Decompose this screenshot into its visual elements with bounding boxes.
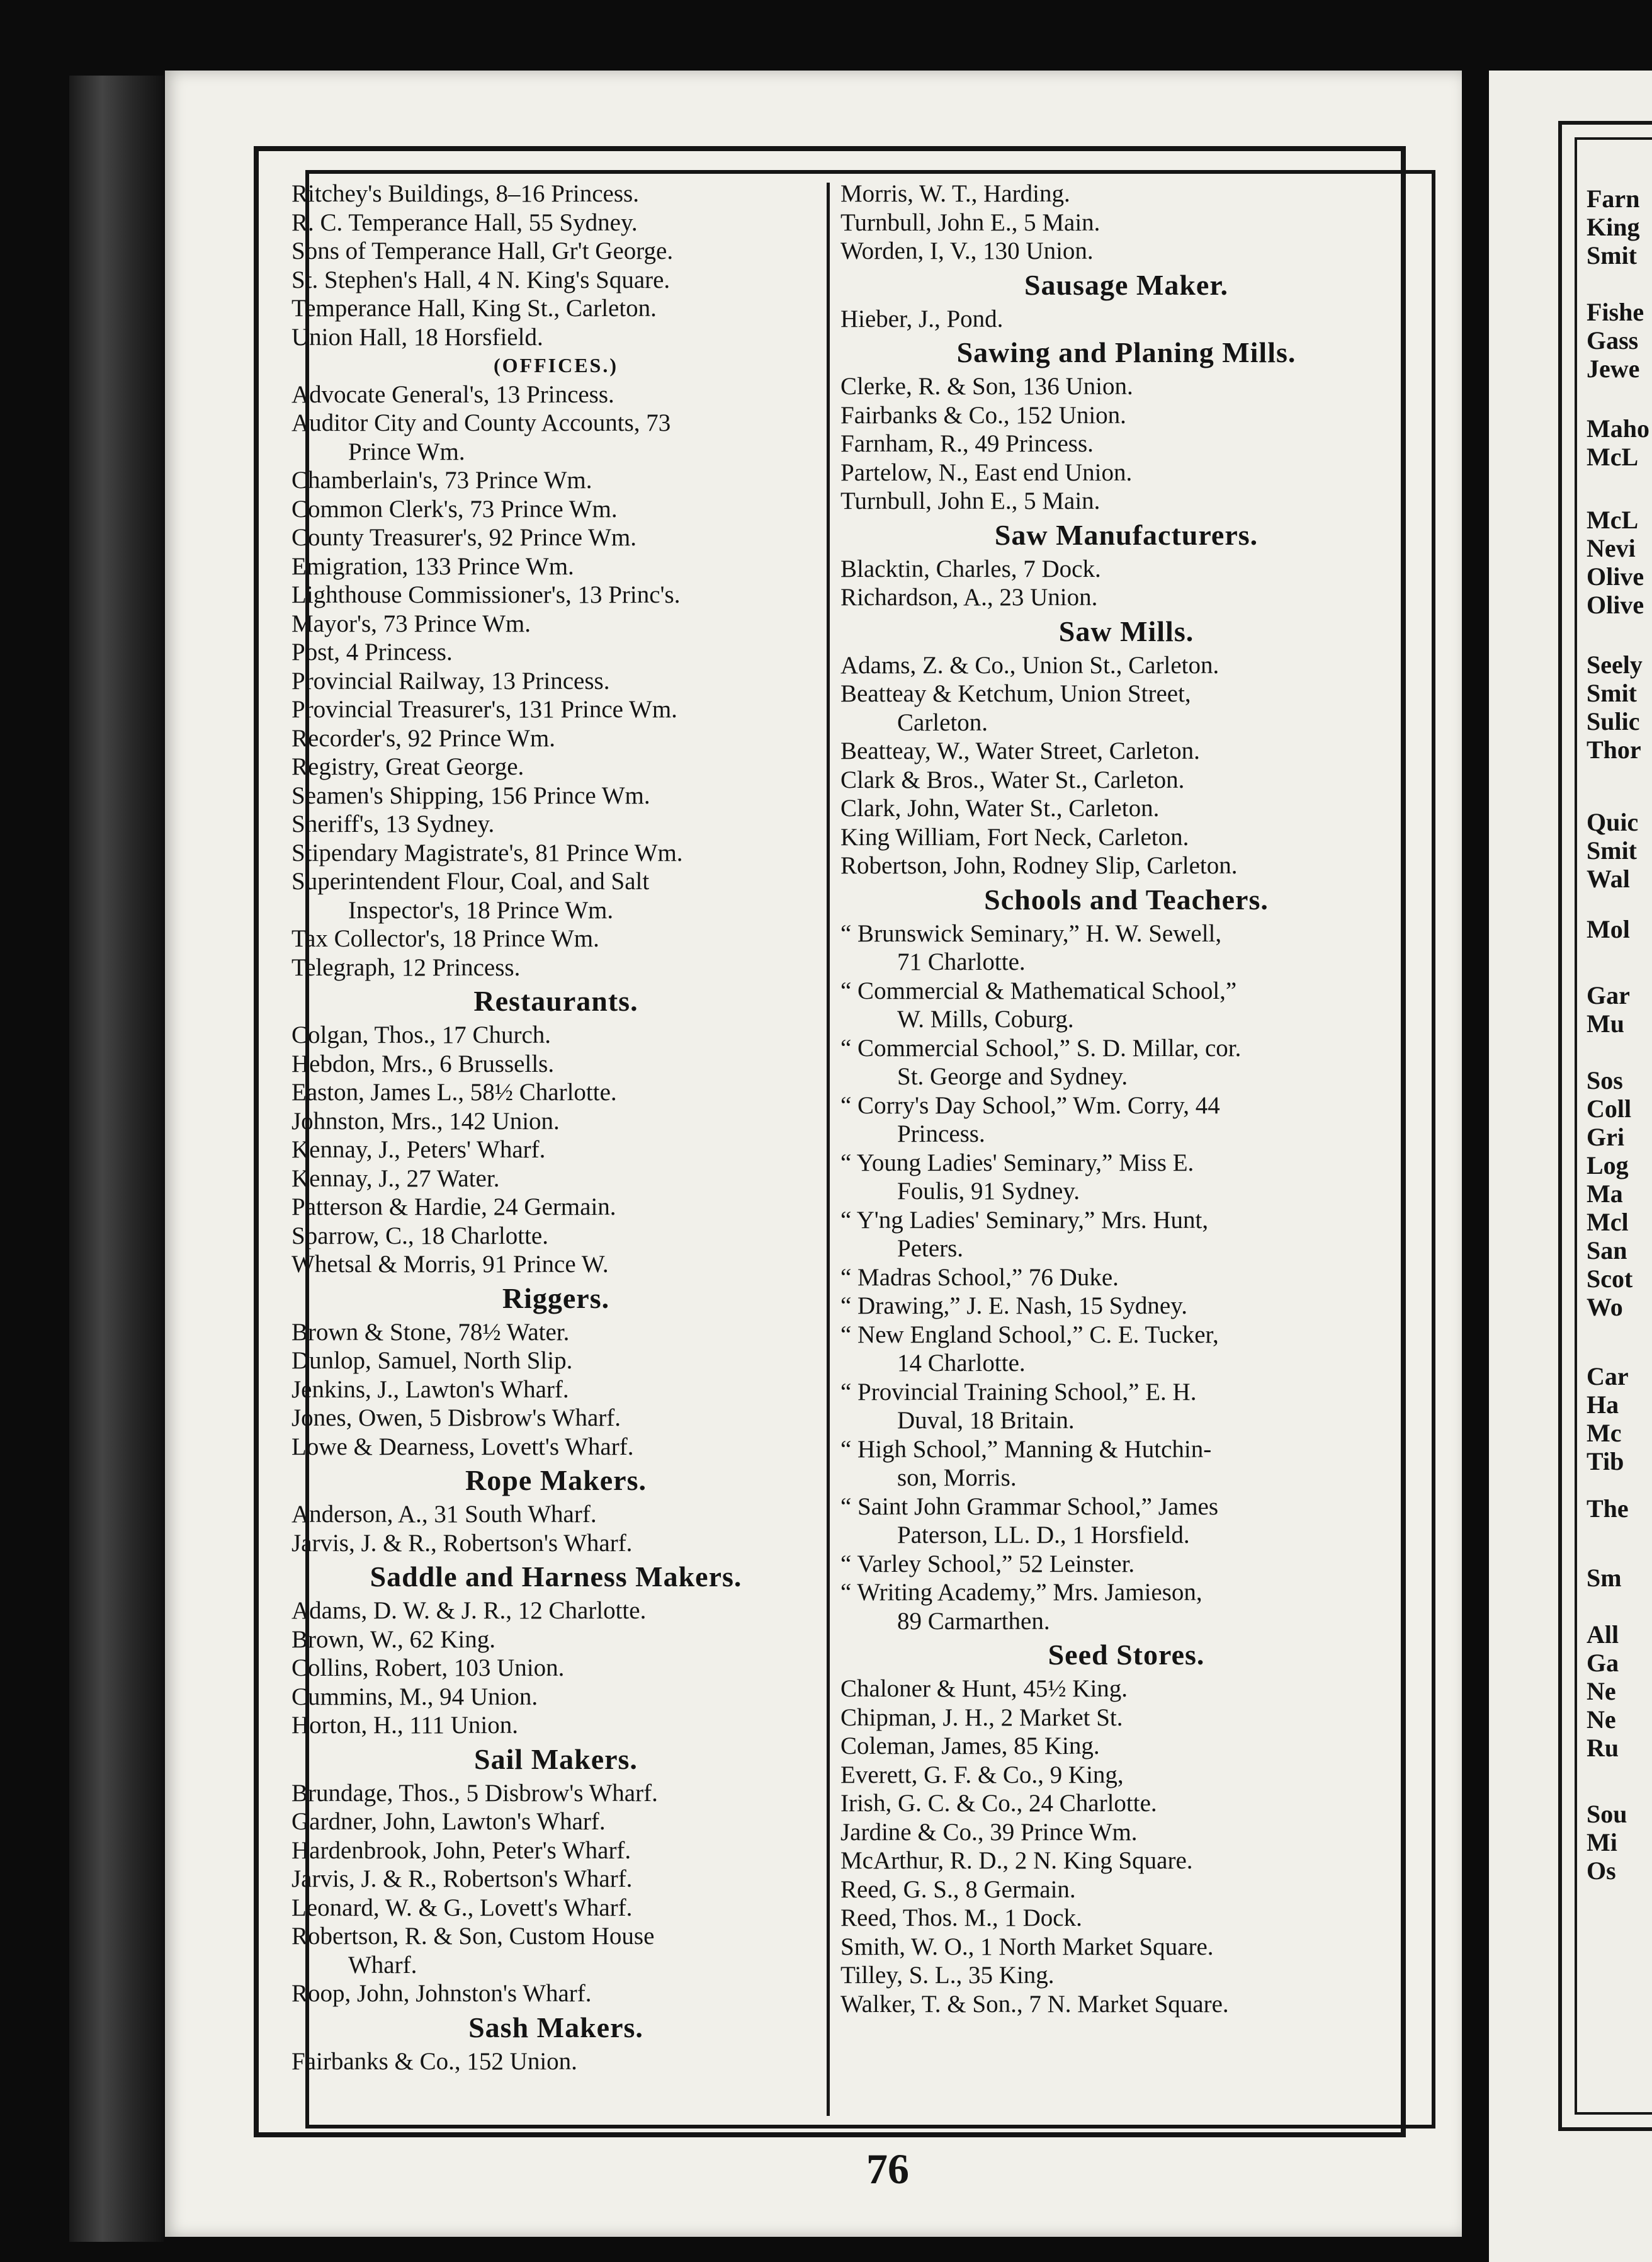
directory-entry: Easton, James L., 58½ Charlotte. (291, 1079, 617, 1106)
directory-entry: Tax Collector's, 18 Prince Wm. (291, 925, 599, 952)
entry-continuation: Carleton. (897, 708, 988, 736)
directory-entry: Everett, G. F. & Co., 9 King, (840, 1761, 1124, 1788)
adjacent-page-fragment: Jewe (1587, 355, 1640, 383)
directory-entry: Clerke, R. & Son, 136 Union. (840, 373, 1133, 400)
directory-entry: Jones, Owen, 5 Disbrow's Wharf. (291, 1404, 621, 1431)
page-number: 76 (866, 2145, 909, 2193)
entry-continuation: St. George and Sydney. (897, 1063, 1128, 1090)
directory-entry: Johnston, Mrs., 142 Union. (291, 1107, 560, 1135)
adjacent-page-fragment: Car (1587, 1362, 1629, 1390)
adjacent-page-fragment: Wal (1587, 865, 1630, 893)
adjacent-page-fragment: San (1587, 1236, 1627, 1265)
directory-entry: Superintendent Flour, Coal, and Salt (291, 868, 650, 895)
directory-entry: Tilley, S. L., 35 King. (840, 1962, 1055, 1989)
directory-entry: Turnbull, John E., 5 Main. (840, 487, 1100, 514)
directory-entry: Richardson, A., 23 Union. (840, 584, 1098, 611)
directory-entry: Provincial Treasurer's, 131 Prince Wm. (291, 696, 677, 723)
book-binding (69, 76, 164, 2242)
directory-entry: Lowe & Dearness, Lovett's Wharf. (291, 1433, 634, 1460)
directory-entry: “ Y'ng Ladies' Seminary,” Mrs. Hunt, (840, 1206, 1209, 1234)
section-heading: Sail Makers. (474, 1742, 638, 1775)
adjacent-page-fragment: Gri (1587, 1123, 1624, 1151)
entry-continuation: W. Mills, Coburg. (897, 1006, 1074, 1033)
adjacent-page-fragment: Ma (1587, 1179, 1623, 1208)
directory-entry: Jarvis, J. & R., Robertson's Wharf. (291, 1865, 633, 1892)
directory-entry: Adams, D. W. & J. R., 12 Charlotte. (291, 1597, 647, 1624)
adjacent-page-fragment: Sm (1587, 1564, 1622, 1592)
adjacent-page-fragment: Smit (1587, 679, 1637, 707)
adjacent-page-fragment: All (1587, 1620, 1619, 1649)
adjacent-page-fragment: Olive (1587, 591, 1644, 619)
adjacent-page-fragment: Mcl (1587, 1208, 1629, 1236)
adjacent-page-fragment: Ne (1587, 1677, 1616, 1705)
directory-entry: Jardine & Co., 39 Prince Wm. (840, 1818, 1138, 1846)
directory-entry: “ New England School,” C. E. Tucker, (840, 1321, 1219, 1348)
directory-entry: “ Saint John Grammar School,” James (840, 1492, 1219, 1520)
directory-entry: Patterson & Hardie, 24 Germain. (291, 1193, 616, 1220)
directory-entry: Leonard, W. & G., Lovett's Wharf. (291, 1894, 633, 1921)
directory-entry: Robertson, John, Rodney Slip, Carleton. (840, 852, 1238, 879)
adjacent-page-fragment: King (1587, 213, 1640, 241)
directory-entry: “ Brunswick Seminary,” H. W. Sewell, (840, 919, 1222, 947)
adjacent-page-fragment: Maho (1587, 414, 1649, 443)
entry-continuation: Princess. (897, 1120, 985, 1147)
adjacent-page-fragment: Tib (1587, 1447, 1624, 1475)
directory-entry: Telegraph, 12 Princess. (291, 953, 521, 981)
section-heading: Schools and Teachers. (984, 883, 1269, 916)
adjacent-page-fragment: Ha (1587, 1390, 1619, 1419)
adjacent-page-fragment: Smit (1587, 241, 1637, 270)
right-column (840, 179, 1412, 2018)
directory-entry: Reed, G. S., 8 Germain. (840, 1875, 1076, 1903)
directory-entry: Brown, W., 62 King. (291, 1625, 495, 1653)
subsection-label: (OFFICES.) (494, 354, 618, 377)
directory-entry: Clark & Bros., Water St., Carleton. (840, 766, 1185, 793)
directory-entry: Cummins, M., 94 Union. (291, 1683, 538, 1710)
directory-entry: Temperance Hall, King St., Carleton. (291, 295, 657, 322)
directory-entry: Collins, Robert, 103 Union. (291, 1654, 565, 1681)
directory-entry: Clark, John, Water St., Carleton. (840, 795, 1160, 822)
adjacent-page-fragment: Ga (1587, 1649, 1619, 1677)
directory-entry: Ritchey's Buildings, 8–16 Princess. (291, 180, 639, 207)
entry-continuation: Wharf. (348, 1951, 417, 1979)
adjacent-page-fragment: Ru (1587, 1734, 1619, 1762)
directory-entry: Registry, Great George. (291, 753, 524, 780)
section-heading: Saw Mills. (1058, 615, 1194, 647)
directory-entry: “ Commercial & Mathematical School,” (840, 977, 1237, 1004)
left-column (291, 179, 820, 2076)
entry-continuation: Inspector's, 18 Prince Wm. (348, 896, 614, 924)
directory-entry: Farnham, R., 49 Princess. (840, 430, 1094, 457)
section-heading: Sausage Maker. (1024, 268, 1229, 301)
directory-entry: Recorder's, 92 Prince Wm. (291, 724, 555, 752)
directory-entry: Jenkins, J., Lawton's Wharf. (291, 1375, 569, 1403)
section-heading: Saw Manufacturers. (994, 518, 1259, 551)
adjacent-page-fragment: Thor (1587, 736, 1641, 764)
directory-entry: Common Clerk's, 73 Prince Wm. (291, 495, 618, 523)
directory-entry: Adams, Z. & Co., Union St., Carleton. (840, 651, 1219, 679)
directory-entry: Lighthouse Commissioner's, 13 Princ's. (291, 581, 681, 608)
adjacent-page-fragment: McL (1587, 506, 1639, 534)
directory-entry: Morris, W. T., Harding. (840, 180, 1070, 207)
section-heading: Riggers. (502, 1282, 610, 1314)
directory-entry: Sheriff's, 13 Sydney. (291, 810, 495, 838)
directory-entry: Hebdon, Mrs., 6 Brussells. (291, 1050, 555, 1077)
directory-entry: Anderson, A., 31 South Wharf. (291, 1501, 597, 1528)
directory-entry: Post, 4 Princess. (291, 639, 453, 666)
directory-entry: “ Varley School,” 52 Leinster. (840, 1550, 1135, 1577)
adjacent-page-fragment: Gass (1587, 326, 1639, 355)
adjacent-page-fragment: Seely (1587, 651, 1643, 679)
directory-entry: Dunlop, Samuel, North Slip. (291, 1347, 573, 1374)
directory-entry: Kennay, J., Peters' Wharf. (291, 1136, 546, 1163)
section-heading: Saddle and Harness Makers. (370, 1560, 742, 1593)
entry-continuation: Prince Wm. (348, 438, 465, 465)
directory-entry: Emigration, 133 Prince Wm. (291, 552, 574, 580)
directory-entry: “ High School,” Manning & Hutchin- (840, 1435, 1212, 1463)
directory-entry: Smith, W. O., 1 North Market Square. (840, 1933, 1214, 1960)
adjacent-page-fragment: Fishe (1587, 298, 1644, 326)
directory-entry: “ Madras School,” 76 Duke. (840, 1263, 1119, 1291)
column-divider (827, 183, 830, 2116)
adjacent-page-fragment: Sulic (1587, 707, 1640, 736)
entry-continuation: Foulis, 91 Sydney. (897, 1178, 1080, 1205)
directory-entry: County Treasurer's, 92 Prince Wm. (291, 524, 636, 551)
directory-entry: Beatteay & Ketchum, Union Street, (840, 680, 1191, 707)
directory-entry: Seamen's Shipping, 156 Prince Wm. (291, 781, 650, 809)
directory-entry: “ Young Ladies' Seminary,” Miss E. (840, 1149, 1194, 1176)
directory-entry: Sons of Temperance Hall, Gr't George. (291, 237, 674, 264)
directory-entry: “ Commercial School,” S. D. Millar, cor. (840, 1034, 1242, 1062)
directory-entry: Reed, Thos. M., 1 Dock. (840, 1904, 1082, 1931)
adjacent-page-fragment: Olive (1587, 562, 1644, 591)
adjacent-page-fragment: Ne (1587, 1705, 1616, 1734)
entry-continuation: 89 Carmarthen. (897, 1607, 1050, 1635)
adjacent-page-fragment: Mol (1587, 915, 1630, 943)
directory-entry: Turnbull, John E., 5 Main. (840, 208, 1100, 236)
adjacent-page-fragment: Farn (1587, 185, 1640, 213)
directory-entry: Mayor's, 73 Prince Wm. (291, 610, 531, 637)
section-heading: Sash Makers. (468, 2011, 643, 2043)
directory-entry: Whetsal & Morris, 91 Prince W. (291, 1251, 609, 1278)
directory-entry: Beatteay, W., Water Street, Carleton. (840, 737, 1200, 764)
adjacent-page-fragment: Log (1587, 1151, 1629, 1179)
adjacent-page-fragment: Wo (1587, 1293, 1623, 1321)
entry-continuation: Duval, 18 Britain. (897, 1407, 1075, 1434)
directory-entry: “ Corry's Day School,” Wm. Corry, 44 (840, 1091, 1220, 1119)
adjacent-page-fragment: Nevi (1587, 534, 1636, 562)
directory-entry: Hieber, J., Pond. (840, 305, 1004, 332)
directory-entry: Chamberlain's, 73 Prince Wm. (291, 467, 592, 494)
adjacent-page-fragment: Sos (1587, 1066, 1623, 1094)
directory-entry: Chipman, J. H., 2 Market St. (840, 1703, 1123, 1731)
adjacent-page-fragment: The (1587, 1494, 1629, 1523)
adjacent-page-fragment: Coll (1587, 1094, 1632, 1123)
directory-entry: McArthur, R. D., 2 N. King Square. (840, 1847, 1193, 1874)
directory-entry: Walker, T. & Son., 7 N. Market Square. (840, 1990, 1229, 2018)
directory-entry: Worden, I, V., 130 Union. (840, 237, 1094, 264)
directory-entry: “ Drawing,” J. E. Nash, 15 Sydney. (840, 1292, 1187, 1319)
directory-entry: Coleman, James, 85 King. (840, 1732, 1100, 1759)
directory-entry: Fairbanks & Co., 152 Union. (840, 401, 1126, 429)
directory-entry: Hardenbrook, John, Peter's Wharf. (291, 1836, 631, 1864)
section-heading: Seed Stores. (1048, 1639, 1205, 1671)
adjacent-page-fragment: Mu (1587, 1009, 1624, 1038)
directory-entry: Brown & Stone, 78½ Water. (291, 1318, 570, 1346)
directory-entry: Blacktin, Charles, 7 Dock. (840, 555, 1101, 583)
directory-entry: Colgan, Thos., 17 Church. (291, 1021, 552, 1049)
adjacent-page-fragment: McL (1587, 443, 1639, 471)
section-heading: Rope Makers. (465, 1464, 647, 1496)
entry-continuation: son, Morris. (897, 1464, 1017, 1491)
directory-entry: Chaloner & Hunt, 45½ King. (840, 1675, 1128, 1702)
adjacent-page-fragment: Smit (1587, 836, 1637, 865)
adjacent-page-fragment: Mc (1587, 1419, 1622, 1447)
directory-entry: Roop, John, Johnston's Wharf. (291, 1980, 592, 2007)
directory-entry: St. Stephen's Hall, 4 N. King's Square. (291, 266, 670, 293)
directory-entry: Sparrow, C., 18 Charlotte. (291, 1222, 548, 1249)
directory-entry: Advocate General's, 13 Princess. (291, 380, 614, 408)
directory-entry: King William, Fort Neck, Carleton. (840, 823, 1189, 851)
directory-entry: Partelow, N., East end Union. (840, 458, 1133, 486)
entry-continuation: 14 Charlotte. (897, 1350, 1026, 1377)
section-heading: Sawing and Planing Mills. (956, 336, 1296, 368)
entry-continuation: 71 Charlotte. (897, 948, 1026, 975)
directory-entry: Kennay, J., 27 Water. (291, 1164, 500, 1192)
adjacent-page-fragment: Mi (1587, 1828, 1617, 1856)
entry-continuation: Paterson, LL. D., 1 Horsfield. (897, 1521, 1190, 1549)
adjacent-page-fragment: Os (1587, 1856, 1616, 1885)
directory-entry: Auditor City and County Accounts, 73 (291, 409, 671, 436)
directory-entry: Horton, H., 111 Union. (291, 1712, 519, 1739)
directory-entry: R. C. Temperance Hall, 55 Sydney. (291, 208, 638, 236)
directory-entry: Robertson, R. & Son, Custom House (291, 1923, 655, 1950)
directory-entry: Brundage, Thos., 5 Disbrow's Wharf. (291, 1779, 658, 1807)
section-heading: Restaurants. (473, 985, 638, 1017)
adjacent-page-fragment: Gar (1587, 981, 1630, 1009)
entry-continuation: Peters. (897, 1235, 964, 1262)
adjacent-page (1489, 71, 1652, 2262)
directory-entry: Stipendary Magistrate's, 81 Prince Wm. (291, 839, 683, 867)
adjacent-page-fragment: Quic (1587, 808, 1639, 836)
directory-entry: Irish, G. C. & Co., 24 Charlotte. (840, 1790, 1157, 1817)
directory-entry: Fairbanks & Co., 152 Union. (291, 2047, 577, 2075)
directory-entry: Gardner, John, Lawton's Wharf. (291, 1808, 606, 1835)
directory-entry: Provincial Railway, 13 Princess. (291, 667, 610, 695)
adjacent-page-fragment: Sou (1587, 1800, 1627, 1828)
adjacent-page-fragment: Scot (1587, 1265, 1633, 1293)
directory-entry: “ Provincial Training School,” E. H. (840, 1378, 1197, 1406)
directory-entry: “ Writing Academy,” Mrs. Jamieson, (840, 1579, 1202, 1606)
directory-entry: Jarvis, J. & R., Robertson's Wharf. (291, 1529, 633, 1557)
directory-entry: Union Hall, 18 Horsfield. (291, 323, 543, 351)
